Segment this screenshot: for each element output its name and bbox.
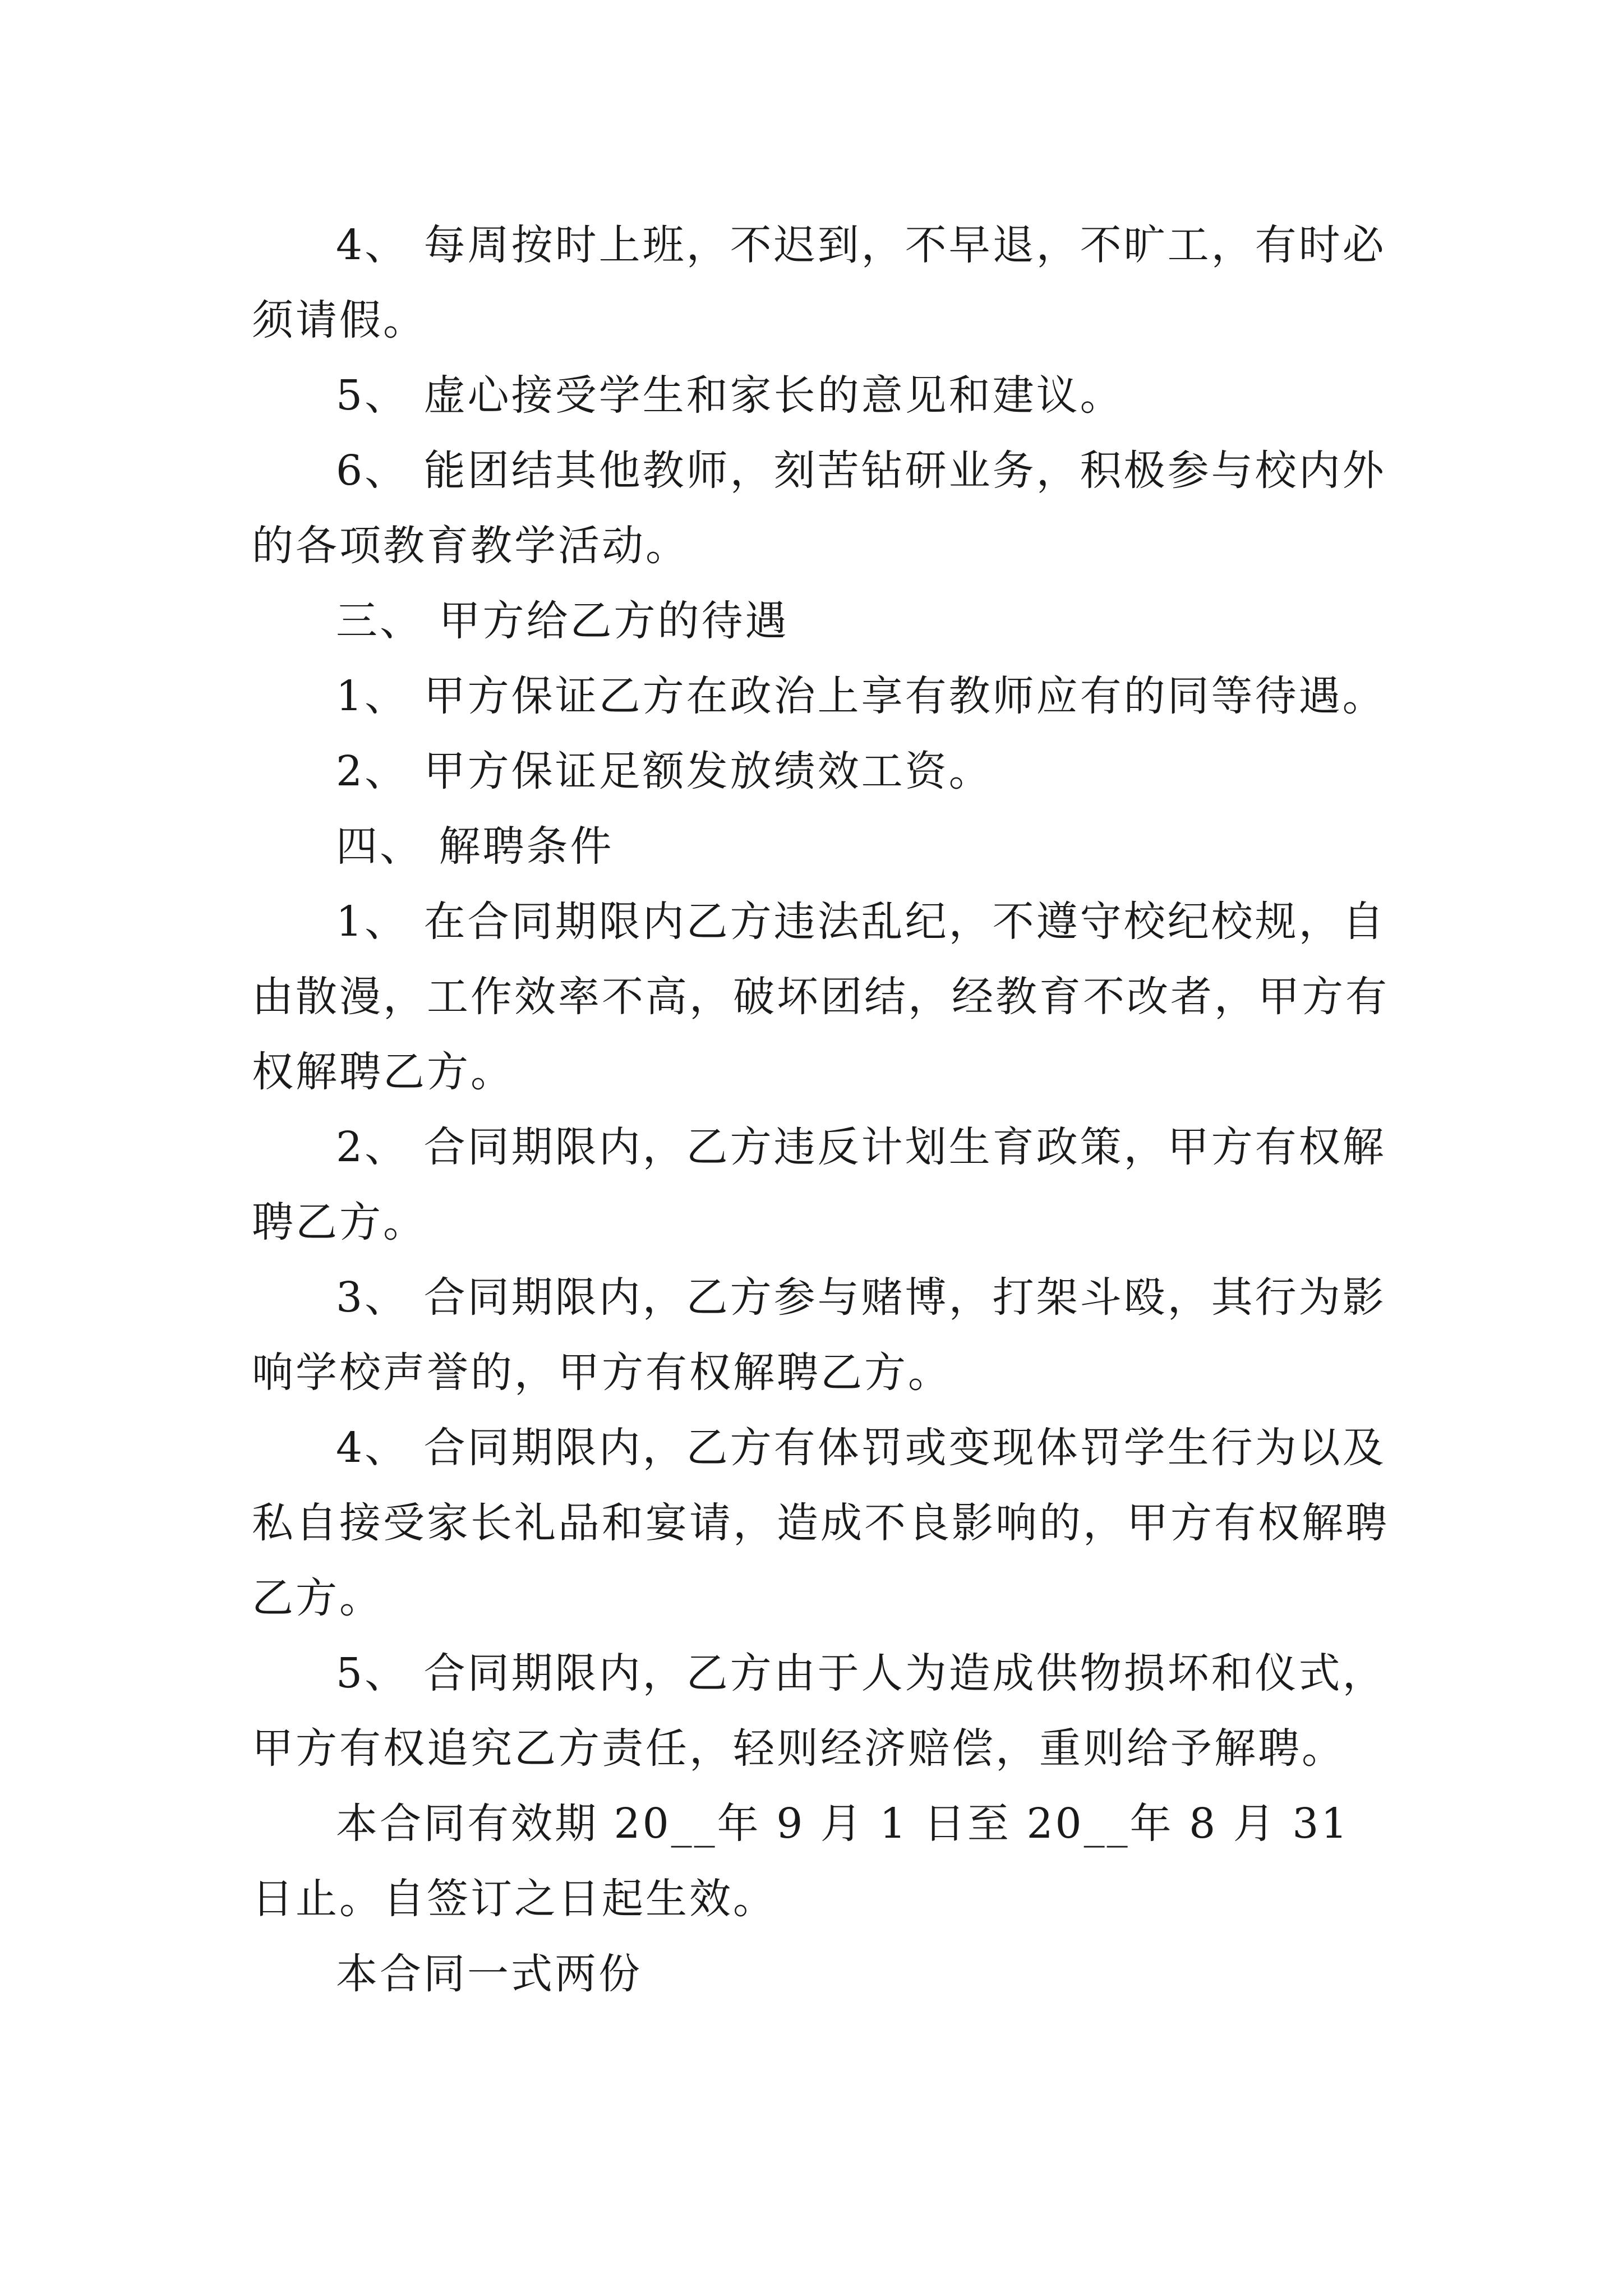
clause-accept-feedback: 5、 虚心接受学生和家长的意见和建议。	[336, 371, 1124, 420]
contract-copies: 本合同一式两份	[336, 1950, 642, 1998]
clause-attendance: 4、 每周按时上班，不迟到，不早退，不旷工，有时必须请假。	[252, 221, 1386, 344]
clause-dismissal-discipline: 1、 在合同期限内乙方违法乱纪，不遵守校纪校规，自由散漫，工作效率不高，破坏团结，经教育不改者，甲方有权解聘乙方。	[252, 898, 1389, 1096]
clause-dismissal-gambling: 3、 合同期限内，乙方参与赌博，打架斗殴，其行为影响学校声誉的，甲方有权解聘乙方。	[252, 1273, 1386, 1397]
section-heading-dismissal: 四、 解聘条件	[336, 822, 614, 871]
section-heading-benefits: 三、 甲方给乙方的待遇	[336, 597, 789, 645]
contract-validity-period: 本合同有效期 20__年 9 月 1 日至 20__年 8 月 31 日止。自签订之日起生效。	[252, 1800, 1365, 1923]
clause-political-treatment: 1、 甲方保证乙方在政治上享有教师应有的同等待遇。	[336, 672, 1386, 720]
clause-dismissal-property-damage: 5、 合同期限内，乙方由于人为造成供物损坏和仪式，甲方有权追究乙方责任，轻则经济赔偿，重则给予解聘。	[252, 1649, 1386, 1773]
document-body	[252, 208, 1401, 2012]
clause-performance-pay: 2、 甲方保证足额发放绩效工资。	[336, 747, 993, 795]
clause-dismissal-corporal-punishment: 4、 合同期限内，乙方有体罚或变现体罚学生行为以及私自接受家长礼品和宴请，造成不良影响的，甲方有权解聘乙方。	[252, 1424, 1389, 1622]
clause-teamwork: 6、 能团结其他教师，刻苦钻研业务，积极参与校内外的各项教育教学活动。	[252, 447, 1386, 570]
clause-dismissal-family-planning: 2、 合同期限内，乙方违反计划生育政策，甲方有权解聘乙方。	[252, 1123, 1386, 1246]
